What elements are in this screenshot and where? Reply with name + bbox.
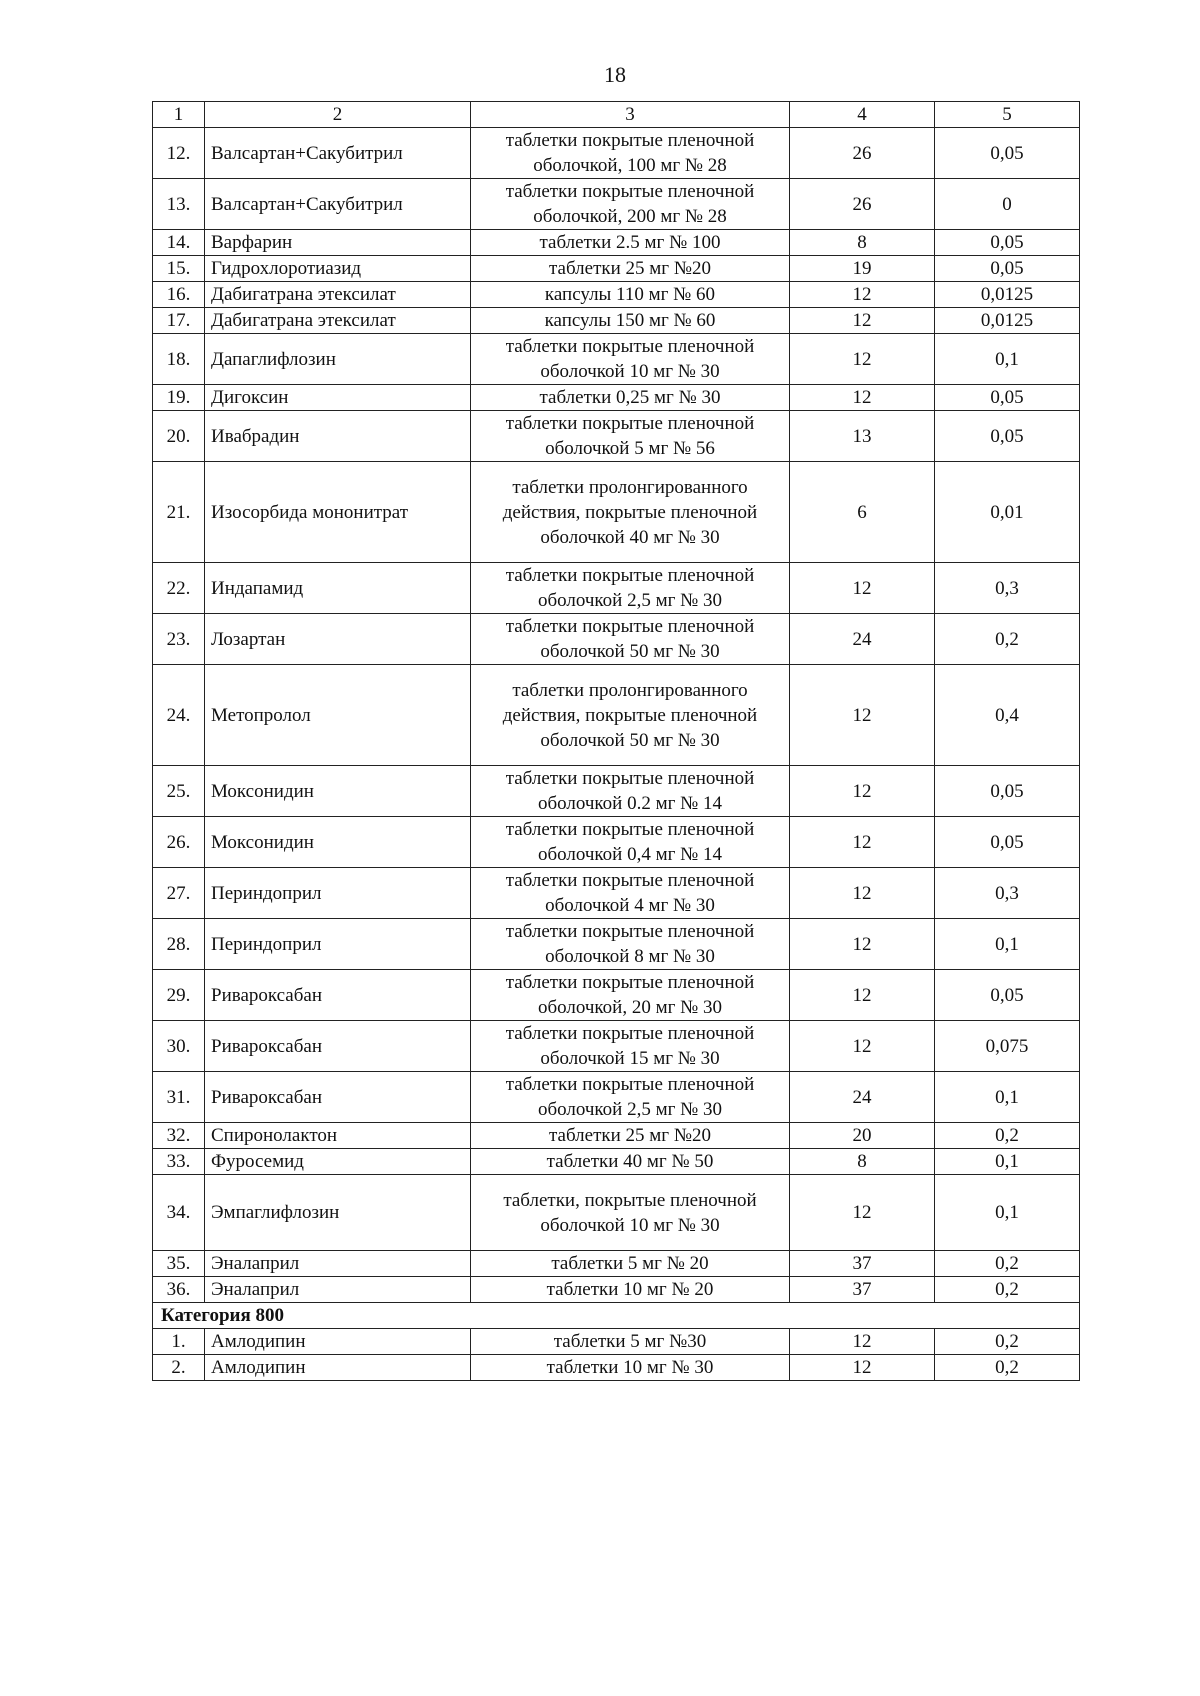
quantity: 26 [790,128,935,179]
row-number: 17. [153,308,205,334]
row-number: 34. [153,1175,205,1251]
drug-name: Гидрохлоротиазид [205,256,471,282]
quantity: 37 [790,1251,935,1277]
row-number: 27. [153,868,205,919]
table-row [153,1149,1080,1175]
table-row [153,919,1080,970]
table-row [153,563,1080,614]
drug-name: Дабигатрана этексилат [205,308,471,334]
dosage-form: таблетки покрытые пленочной оболочкой, 200 мг № 28 [471,179,790,230]
header-col-3: 3 [471,102,790,128]
row-number: 32. [153,1123,205,1149]
value: 0,3 [935,868,1080,919]
dosage-form: таблетки 5 мг № 20 [471,1251,790,1277]
table-row [153,230,1080,256]
value: 0,2 [935,1123,1080,1149]
value: 0 [935,179,1080,230]
row-number: 15. [153,256,205,282]
value: 0,0125 [935,282,1080,308]
dosage-form: таблетки покрытые пленочной оболочкой 2,5 мг № 30 [471,563,790,614]
table-row [153,766,1080,817]
dosage-form: таблетки, покрытые пленочной оболочкой 10 мг № 30 [471,1175,790,1251]
value: 0,0125 [935,308,1080,334]
dosage-form: таблетки пролонгированного действия, покрытые пленочной оболочкой 50 мг № 30 [471,665,790,766]
dosage-form: таблетки 10 мг № 20 [471,1277,790,1303]
row-number: 31. [153,1072,205,1123]
dosage-form: таблетки покрытые пленочной оболочкой 0.2 мг № 14 [471,766,790,817]
dosage-form: капсулы 150 мг № 60 [471,308,790,334]
quantity: 12 [790,868,935,919]
quantity: 20 [790,1123,935,1149]
quantity: 12 [790,1355,935,1381]
value: 0,3 [935,563,1080,614]
quantity: 8 [790,230,935,256]
row-number: 1. [153,1329,205,1355]
drug-name: Эналаприл [205,1277,471,1303]
drug-name: Дапаглифлозин [205,334,471,385]
dosage-form: таблетки 25 мг №20 [471,1123,790,1149]
table-row [153,817,1080,868]
quantity: 26 [790,179,935,230]
value: 0,1 [935,919,1080,970]
value: 0,2 [935,1277,1080,1303]
drug-name: Периндоприл [205,919,471,970]
value: 0,05 [935,128,1080,179]
value: 0,05 [935,385,1080,411]
table-row [153,1072,1080,1123]
drug-name: Периндоприл [205,868,471,919]
drug-name: Ивабрадин [205,411,471,462]
row-number: 14. [153,230,205,256]
dosage-form: таблетки покрытые пленочной оболочкой 8 мг № 30 [471,919,790,970]
row-number: 36. [153,1277,205,1303]
value: 0,05 [935,970,1080,1021]
quantity: 24 [790,614,935,665]
dosage-form: таблетки 40 мг № 50 [471,1149,790,1175]
quantity: 37 [790,1277,935,1303]
drug-name: Ривароксабан [205,1021,471,1072]
dosage-form: таблетки 5 мг №30 [471,1329,790,1355]
quantity: 12 [790,766,935,817]
table-row [153,385,1080,411]
table-row [153,462,1080,563]
dosage-form: капсулы 110 мг № 60 [471,282,790,308]
quantity: 12 [790,1175,935,1251]
value: 0,01 [935,462,1080,563]
row-number: 23. [153,614,205,665]
drug-name: Моксонидин [205,817,471,868]
quantity: 12 [790,665,935,766]
row-number: 12. [153,128,205,179]
row-number: 33. [153,1149,205,1175]
quantity: 12 [790,1329,935,1355]
header-col-5: 5 [935,102,1080,128]
row-number: 21. [153,462,205,563]
drug-name: Амлодипин [205,1329,471,1355]
drug-name: Эмпаглифлозин [205,1175,471,1251]
dosage-form: таблетки покрытые пленочной оболочкой, 100 мг № 28 [471,128,790,179]
quantity: 24 [790,1072,935,1123]
row-number: 19. [153,385,205,411]
drug-name: Варфарин [205,230,471,256]
table-row [153,1123,1080,1149]
table-row [153,665,1080,766]
row-number: 35. [153,1251,205,1277]
table-row [153,1355,1080,1381]
value: 0,05 [935,766,1080,817]
quantity: 12 [790,334,935,385]
table-row [153,1251,1080,1277]
row-number: 26. [153,817,205,868]
value: 0,2 [935,1329,1080,1355]
quantity: 12 [790,970,935,1021]
table-row [153,411,1080,462]
dosage-form: таблетки 10 мг № 30 [471,1355,790,1381]
quantity: 12 [790,919,935,970]
table-row [153,868,1080,919]
drug-name: Моксонидин [205,766,471,817]
value: 0,1 [935,1149,1080,1175]
value: 0,05 [935,230,1080,256]
table-row [153,1329,1080,1355]
category-label: Категория 800 [153,1303,1080,1329]
drug-name: Дабигатрана этексилат [205,282,471,308]
table-row [153,128,1080,179]
quantity: 12 [790,1021,935,1072]
drug-name: Лозартан [205,614,471,665]
table-row [153,1021,1080,1072]
page-number: 18 [604,62,626,87]
drug-name: Дигоксин [205,385,471,411]
quantity: 12 [790,282,935,308]
quantity: 6 [790,462,935,563]
dosage-form: таблетки пролонгированного действия, покрытые пленочной оболочкой 40 мг № 30 [471,462,790,563]
value: 0,2 [935,1251,1080,1277]
category-row [153,1303,1080,1329]
table-row [153,970,1080,1021]
row-number: 20. [153,411,205,462]
quantity: 12 [790,563,935,614]
drug-name: Индапамид [205,563,471,614]
value: 0,05 [935,817,1080,868]
table-row [153,614,1080,665]
value: 0,1 [935,1072,1080,1123]
drug-name: Ривароксабан [205,1072,471,1123]
drug-table-body [153,102,1080,1381]
table-row [153,308,1080,334]
value: 0,1 [935,334,1080,385]
quantity: 12 [790,308,935,334]
value: 0,05 [935,256,1080,282]
quantity: 19 [790,256,935,282]
dosage-form: таблетки покрытые пленочной оболочкой 15 мг № 30 [471,1021,790,1072]
drug-name: Изосорбида мононитрат [205,462,471,563]
value: 0,1 [935,1175,1080,1251]
dosage-form: таблетки 0,25 мг № 30 [471,385,790,411]
header-col-4: 4 [790,102,935,128]
table-row [153,282,1080,308]
value: 0,075 [935,1021,1080,1072]
table-row [153,334,1080,385]
drug-name: Спиронолактон [205,1123,471,1149]
dosage-form: таблетки 2.5 мг № 100 [471,230,790,256]
table-header-row [153,102,1080,128]
dosage-form: таблетки покрытые пленочной оболочкой 2,5 мг № 30 [471,1072,790,1123]
dosage-form: таблетки покрытые пленочной оболочкой 50 мг № 30 [471,614,790,665]
dosage-form: таблетки покрытые пленочной оболочкой 0,4 мг № 14 [471,817,790,868]
quantity: 13 [790,411,935,462]
dosage-form: таблетки 25 мг №20 [471,256,790,282]
row-number: 30. [153,1021,205,1072]
header-col-2: 2 [205,102,471,128]
row-number: 18. [153,334,205,385]
table-row [153,256,1080,282]
row-number: 13. [153,179,205,230]
drug-name: Валсартан+Сакубитрил [205,128,471,179]
value: 0,2 [935,614,1080,665]
row-number: 25. [153,766,205,817]
value: 0,05 [935,411,1080,462]
value: 0,2 [935,1355,1080,1381]
quantity: 12 [790,817,935,868]
dosage-form: таблетки покрытые пленочной оболочкой 5 мг № 56 [471,411,790,462]
table-row [153,179,1080,230]
row-number: 2. [153,1355,205,1381]
table-row [153,1175,1080,1251]
row-number: 29. [153,970,205,1021]
drug-name: Ривароксабан [205,970,471,1021]
drug-table [152,101,1080,1381]
row-number: 28. [153,919,205,970]
drug-name: Метопролол [205,665,471,766]
row-number: 24. [153,665,205,766]
value: 0,4 [935,665,1080,766]
dosage-form: таблетки покрытые пленочной оболочкой 4 мг № 30 [471,868,790,919]
quantity: 12 [790,385,935,411]
row-number: 22. [153,563,205,614]
dosage-form: таблетки покрытые пленочной оболочкой, 20 мг № 30 [471,970,790,1021]
drug-name: Эналаприл [205,1251,471,1277]
table-row [153,1277,1080,1303]
drug-name: Амлодипин [205,1355,471,1381]
dosage-form: таблетки покрытые пленочной оболочкой 10 мг № 30 [471,334,790,385]
header-col-1: 1 [153,102,205,128]
quantity: 8 [790,1149,935,1175]
drug-name: Фуросемид [205,1149,471,1175]
drug-name: Валсартан+Сакубитрил [205,179,471,230]
row-number: 16. [153,282,205,308]
